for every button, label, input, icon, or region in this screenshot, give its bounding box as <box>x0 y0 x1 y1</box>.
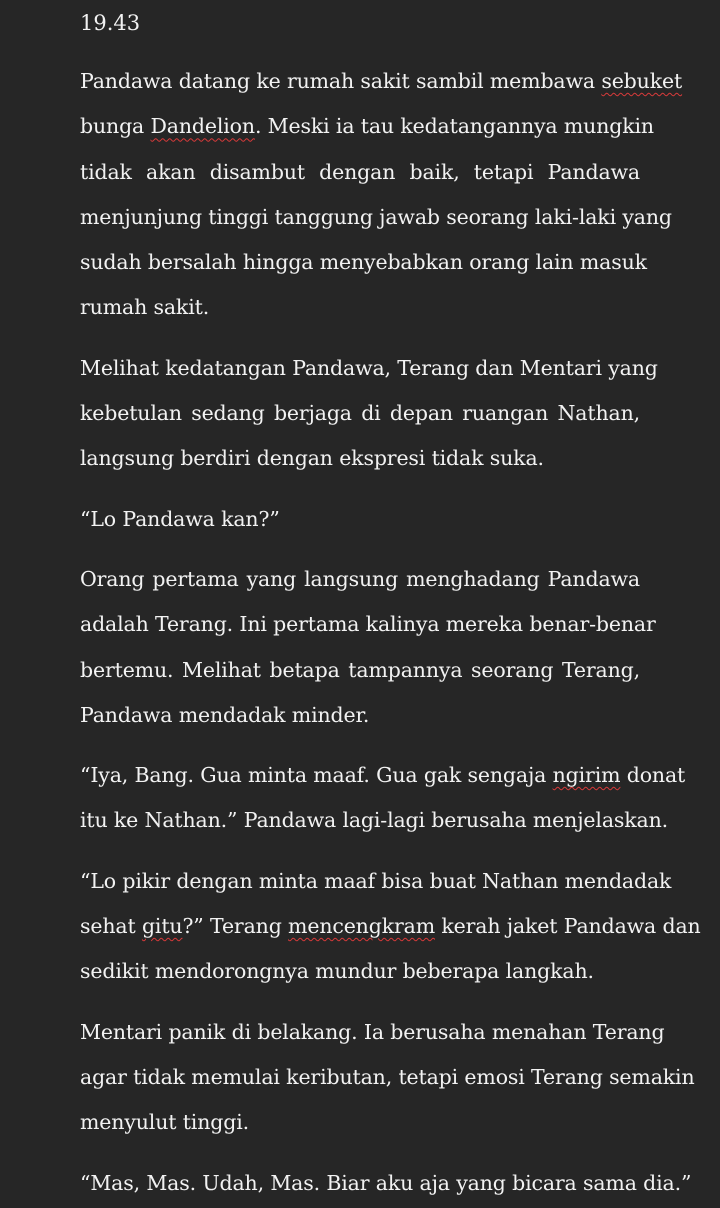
paragraph <box>80 1010 695 1146</box>
text-run: Orang pertama yang langsung menghadang Pandawa <box>80 566 640 591</box>
paragraph <box>80 497 640 542</box>
text-line <box>80 285 640 330</box>
text-run: itu ke Nathan.” Pandawa lagi-lagi berusaha menjelaskan. <box>80 808 669 833</box>
text-run: kerah jaket Pandawa dan <box>435 914 701 939</box>
text-line <box>80 104 654 149</box>
paragraph <box>80 1161 692 1206</box>
text-line <box>80 1010 665 1055</box>
text-run: ?” Terang <box>182 914 289 939</box>
spellcheck-word[interactable]: sebuket <box>601 69 683 93</box>
text-line <box>80 949 640 994</box>
text-run: kebetulan sedang berjaga di depan ruangan Nathan, <box>80 401 640 426</box>
paragraph <box>80 753 686 844</box>
text-line <box>80 798 669 843</box>
text-run: agar tidak memulai keributan, tetapi emosi Terang semakin <box>80 1064 695 1089</box>
spellcheck-word[interactable]: Dandelion <box>150 114 255 139</box>
text-line <box>80 195 672 240</box>
text-run: adalah Terang. Ini pertama kalinya mereka benar-benar <box>80 612 656 637</box>
text-run: Pandawa datang ke rumah sakit sambil membawa <box>80 69 602 93</box>
text-run: tidak akan disambut dengan baik, tetapi Pandawa <box>80 159 640 184</box>
paragraph <box>80 557 656 738</box>
text-run: . Meski ia tau kedatangannya mungkin <box>254 114 654 139</box>
text-line <box>80 557 640 602</box>
text-line <box>80 391 640 436</box>
status-time: 19.43 <box>80 11 141 35</box>
text-line <box>80 1100 640 1145</box>
text-line <box>80 1055 695 1100</box>
text-line <box>80 859 672 904</box>
document-body <box>80 59 701 1208</box>
text-line <box>80 59 683 104</box>
text-run: menyulut tinggi. <box>80 1110 249 1135</box>
text-line <box>80 648 640 693</box>
text-run: donat <box>620 763 686 788</box>
paragraph <box>80 346 658 482</box>
paragraph <box>80 859 701 995</box>
text-line <box>80 436 640 481</box>
text-run: rumah sakit. <box>80 295 210 320</box>
text-run: langsung berdiri dengan ekspresi tidak suka. <box>80 446 544 471</box>
text-run: Melihat kedatangan Pandawa, Terang dan Mentari yang <box>80 355 658 380</box>
text-run: “Mas, Mas. Udah, Mas. Biar aku aja yang bicara sama dia.” <box>80 1170 692 1195</box>
text-line <box>80 693 640 738</box>
text-line <box>80 497 640 542</box>
spellcheck-word[interactable]: ngirim <box>552 763 621 788</box>
paragraph <box>80 59 683 331</box>
text-line <box>80 346 658 391</box>
spellcheck-word[interactable]: mencengkram <box>288 914 435 939</box>
text-run: sudah bersalah hingga menyebabkan orang lain masuk <box>80 250 647 275</box>
text-run: “Lo pikir dengan minta maaf bisa buat Nathan mendadak <box>80 868 672 893</box>
text-run: Pandawa mendadak minder. <box>80 702 370 727</box>
text-run: bunga <box>80 114 151 139</box>
text-line <box>80 240 647 285</box>
text-run: menjunjung tinggi tanggung jawab seorang laki-laki yang <box>80 204 672 229</box>
text-line <box>80 1161 692 1206</box>
text-run: “Iya, Bang. Gua minta maaf. Gua gak sengaja <box>80 763 553 788</box>
text-run: bertemu. Melihat betapa tampannya seorang Terang, <box>80 657 640 682</box>
text-run: sehat <box>80 914 142 939</box>
text-line <box>80 150 640 195</box>
text-run: “Lo Pandawa kan?” <box>80 506 280 531</box>
text-line <box>80 904 701 949</box>
text-run: Mentari panik di belakang. Ia berusaha menahan Terang <box>80 1019 665 1044</box>
text-run: sedikit mendorongnya mundur beberapa langkah. <box>80 959 594 984</box>
spellcheck-word[interactable]: gitu <box>141 914 183 939</box>
text-line <box>80 602 656 647</box>
text-line <box>80 753 686 798</box>
